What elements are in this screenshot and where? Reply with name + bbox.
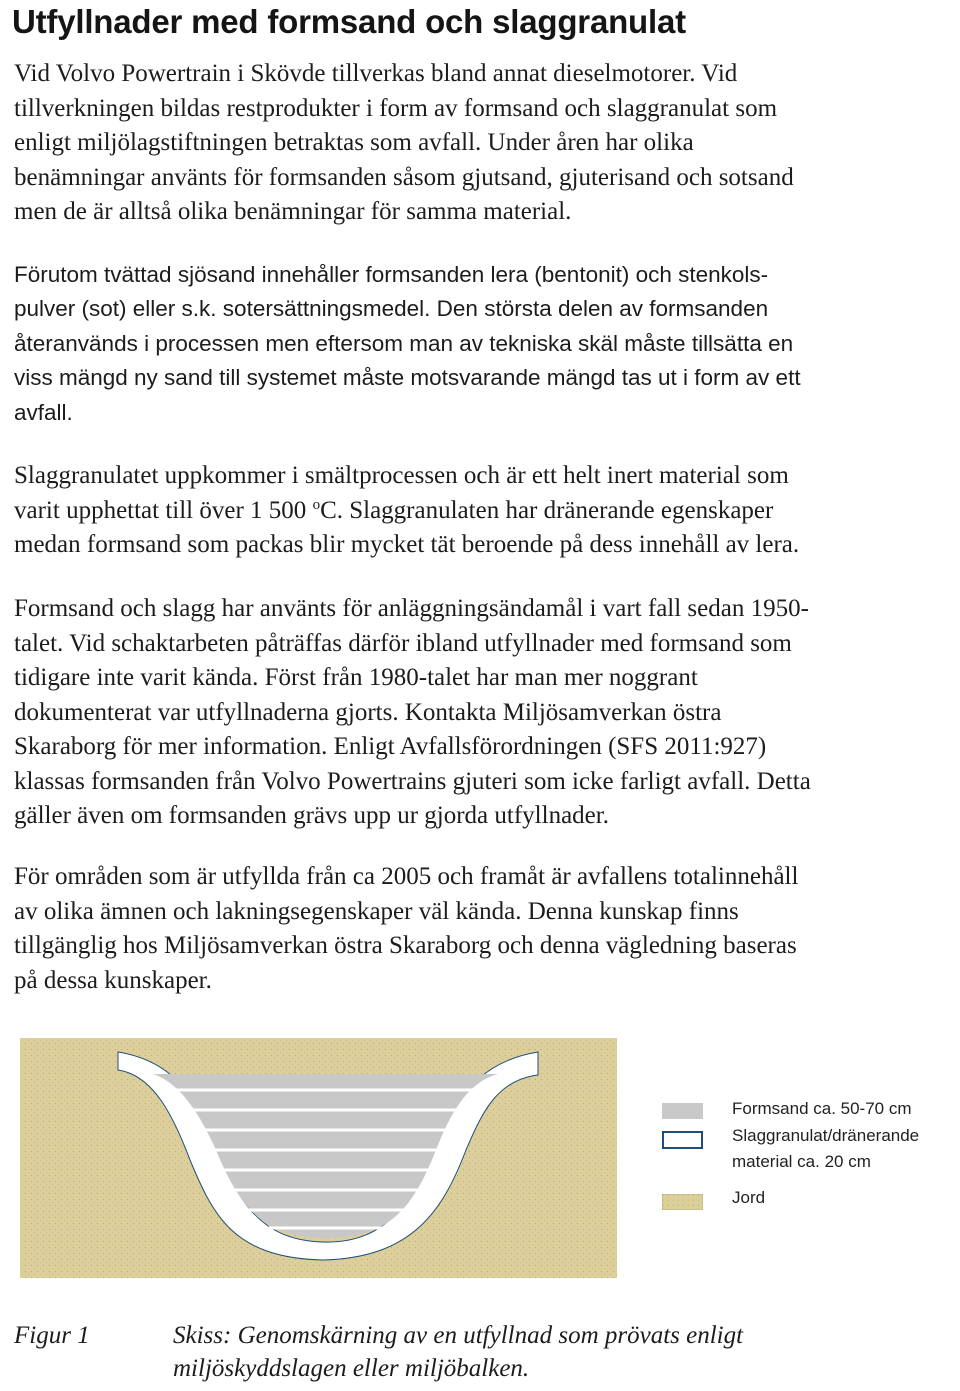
legend-label-jord: Jord (732, 1188, 766, 1207)
caption-line: miljöskyddslagen eller miljöbalken. (173, 1355, 530, 1382)
page-title: Utfyllnader med formsand och slaggranulat (12, 3, 686, 40)
paragraph-line: medan formsand som packas blir mycket tät beroende på dess innehåll av lera. (14, 531, 800, 558)
legend-label-formsand: Formsand ca. 50-70 cm (732, 1099, 912, 1118)
fill-cross-section-figure (18, 1030, 960, 1290)
figure-caption-text (173, 1319, 743, 1385)
paragraph-line: dokumenterat var utfyllnaderna gjorts. Kontakta Miljösamverkan östra (14, 698, 722, 726)
paragraph-line: tillgänglig hos Miljösamverkan östra Skaraborg och denna vägledning baseras (14, 932, 797, 959)
paragraph-line: men de är alltså olika benämningar för samma material. (14, 198, 572, 225)
temperature-text-after: C. Slaggranulaten har dränerande egenskaper (320, 496, 774, 524)
paragraph-line: avfall. (14, 399, 73, 425)
paragraph-slaggranulat (14, 459, 954, 563)
paragraph-line: benämningar använts för formsanden såsom gjutsand, gjuterisand och sotsand (14, 163, 794, 191)
legend-label-line: Slaggranulat/dränerande (732, 1126, 920, 1145)
paragraph-intro (14, 57, 954, 230)
paragraph-line: Formsand och slagg har använts för anläggningsändamål i vart fall sedan 1950- (14, 595, 809, 622)
legend-swatch-jord (662, 1194, 703, 1210)
paragraph-line: pulver (sot) eller s.k. sotersättningsmedel. Den största delen av formsanden (14, 296, 769, 322)
legend-swatch-slaggranulat (662, 1131, 703, 1149)
paragraph-line: tillverkningen bildas restprodukter i form av formsand och slaggranulat som (14, 94, 778, 122)
temperature-text-before: varit upphettat till över 1 500 (14, 496, 313, 524)
legend-label-line: material ca. 20 cm (732, 1152, 871, 1171)
paragraph-line: tidigare inte varit kända. Först från 1980-talet har man mer noggrant (14, 664, 698, 691)
paragraph-line-temperature (14, 494, 954, 529)
paragraph-line: talet. Vid schaktarbeten påträffas därför ibland utfyllnader med formsand som (14, 629, 792, 657)
paragraph-line: För områden som är utfyllda från ca 2005 och framåt är avfallens totalinnehåll (14, 863, 799, 890)
paragraph-line: Förutom tvättad sjösand innehåller formsanden lera (bentonit) och stenkols- (14, 262, 769, 287)
legend-swatch-formsand (662, 1103, 703, 1119)
paragraph-formsand-content (14, 258, 954, 430)
paragraph-history (14, 592, 954, 834)
caption-line: Skiss: Genomskärning av en utfyllnad som prövats enligt (173, 1322, 744, 1349)
paragraph-knowledge (14, 860, 954, 998)
paragraph-line: gäller även om formsanden grävs upp ur gjorda utfyllnader. (14, 802, 609, 829)
degree-sign: o (312, 496, 321, 513)
paragraph-line: viss mängd ny sand till systemet måste motsvarande mängd tas ut i form av ett (14, 365, 801, 391)
paragraph-line: av olika ämnen och lakningsegenskaper väl kända. Denna kunskap finns (14, 897, 739, 925)
paragraph-line: Skaraborg för mer information. Enligt Avfallsförordningen (SFS 2011:927) (14, 733, 767, 760)
paragraph-line: återanvänds i processen men eftersom man av tekniska skäl måste tillsätta en (14, 330, 794, 356)
paragraph-line: klassas formsanden från Volvo Powertrains gjuteri som icke farligt avfall. Detta (14, 767, 811, 795)
paragraph-line: enligt miljölagstiftningen betraktas som avfall. Under åren har olika (14, 129, 694, 156)
paragraph-line: Slaggranulatet uppkommer i smältprocessen och är ett helt inert material som (14, 462, 789, 489)
figure-caption-label: Figur 1 (14, 1322, 90, 1349)
paragraph-line: på dessa kunskaper. (14, 966, 212, 994)
paragraph-line: Vid Volvo Powertrain i Skövde tillverkas bland annat dieselmotorer. Vid (14, 60, 738, 87)
legend-label-slaggranulat (732, 1123, 919, 1175)
